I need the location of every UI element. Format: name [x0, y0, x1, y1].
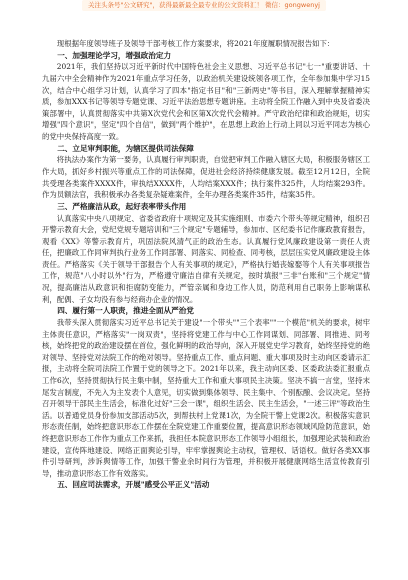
section-paragraph-1: 2021年，我们坚持以习近平新时代中国特色社会主义思想、习近平总书记"七一"重要讲话、十九届六中全会精神作为2021年重点学习任务，以政治机关建设统领各项工作，全年参加集中学习15次，结合中心组学习计划，认真学习了四本"指定书目"和"三新两史"等书目，深入理解掌握精神实质，参加XXX书记等领导专题党课、习近平法治思想专题讲座。主动将全院工作融入到中央及省委决策部署中，认真贯彻落实中共第X次党代会和区第X次党代会精神。严守政治纪律和政治规矩，切实增强"四个意识"，坚定"四个自信"，做到"两个维护"，在思想上政治上行动上同以习近平同志为核心的党中央保持高度一致。	[42, 62, 370, 141]
section-heading-1: 一、加强理论学习，增强政治定力	[57, 50, 172, 60]
section-paragraph-2: 将执法办案作为第一要务，认真履行审判职责，自觉把审判工作融入辖区大局，积极服务辖区工作大局，抓好乡村振兴等重点工作的司法保障，促进社会经济持续健康发展。截至12月12日，全院共受理各类案件XXXX件，审执结XXXX件，人均结案XXX件；执行案件325件，人均结案293件。作为员额法官，我积极承办各类复杂疑难案件，全年办理各类案件35件，结案35件。	[42, 155, 370, 200]
section-heading-4: 四、履行第一人职责，推进全面从严治党	[57, 306, 194, 316]
document-body	[42, 38, 370, 576]
section-heading-5: 五、回应司法需求，开展"感受公平正义"活动	[57, 480, 210, 490]
section-heading-2: 二、立足审判职能，为辖区提供司法保障	[57, 143, 194, 153]
section-paragraph-3: 认真落实中央八项规定、省委省政府十项规定及其实施细则、市委六个带头等规定精神，组织召开警示教育大会，党纪党规专题培训和"三个规定"专题辅导，参加市、区纪委书记作廉政教育报告，观看《XX》等警示教育片，巩固法院风清气正的政治生态。认真履行党风廉政建设第一责任人责任，把廉政工作同审判执行业务工作同部署、同落实、同检查、同考核，层层压实党风廉政建设主体责任。严格落实《关于领导干部报告个人有关事项的规定》，严格执行婚丧嫁娶等个人有关事项报告工作，规范"八小时以外"行为，严格遵守廉洁自律有关规定，按时填报"三非"台账和"三个规定"情况，提高廉洁从政意识和拒腐防变能力，严管亲属和身边工作人员，防范利用自己职务上影响谋私利，配偶、子女均没有参与经商办企业的情况。	[42, 213, 370, 304]
banner-text: 关注头条号"公文研究"，获得最新最全最专业的公文资料汇！ 微信：gongwenyj	[82, 0, 326, 11]
section-paragraph-4: 我带头深入贯彻落实习近平总书记关于建设"一个带头""三个表率""一个模范"机关的要求，树牢主体责任意识，严格落实"一岗双责"，坚持将党建工作与中心工作同谋划、同部署、同推进、同考核，始终把党的政治建设摆在首位，强化鲜明的政治导向，深入开展党史学习教育，始终坚持党的绝对领导、坚持党对法院工作的绝对领导。坚持重点工作、重点问题、重大事项及时主动向区委请示汇报，主动将全院司法院工作置于党的领导之下。2021年以来，我主动向区委、区委政法委汇报重点工作6次，坚持贯彻执行民主集中制，坚持重大工作和重大事项民主决策。坚决不搞一言堂，坚持末尾发言制度，不先入为主发表个人意见，切实做到集体领导、民主集中、个别酝酿、会议决定。坚持召开领导干部民主生活会，标准化过好"三会一课"，组织生活会、民主生活会，"一述三评"等政治生活。以普通党员身份参加支部活动5次，到帮扶村上党课1次，为全院干警上党课2次。积极落实意识形态责任制，始终把意识形态工作摆在全院党建工作重要位置，提高意识形态领域风险防范意识，始终把意识形态工作作为重点工作来抓，我担任本院意识形态工作领导小组组长，加强理论武装和政治建设，宣传阵地建设、网络正面舆论引导，牢牢掌握舆论主动权，管理权、话语权。做好各类XX事件引导研判，涉诉舆情等工作，加强干警业余时间行为管理，并积极开展健康网络生活宣传教育引导，推动意识形态工作有效落实。	[42, 318, 370, 478]
header-banner	[0, 0, 408, 18]
intro-paragraph: 现根据年度领导班子及领导干部考核工作方案要求，将2021年度履职情况报告如下：	[56, 39, 335, 48]
section-heading-3: 三、严格廉洁从政，起好表率带头作用	[57, 201, 187, 211]
